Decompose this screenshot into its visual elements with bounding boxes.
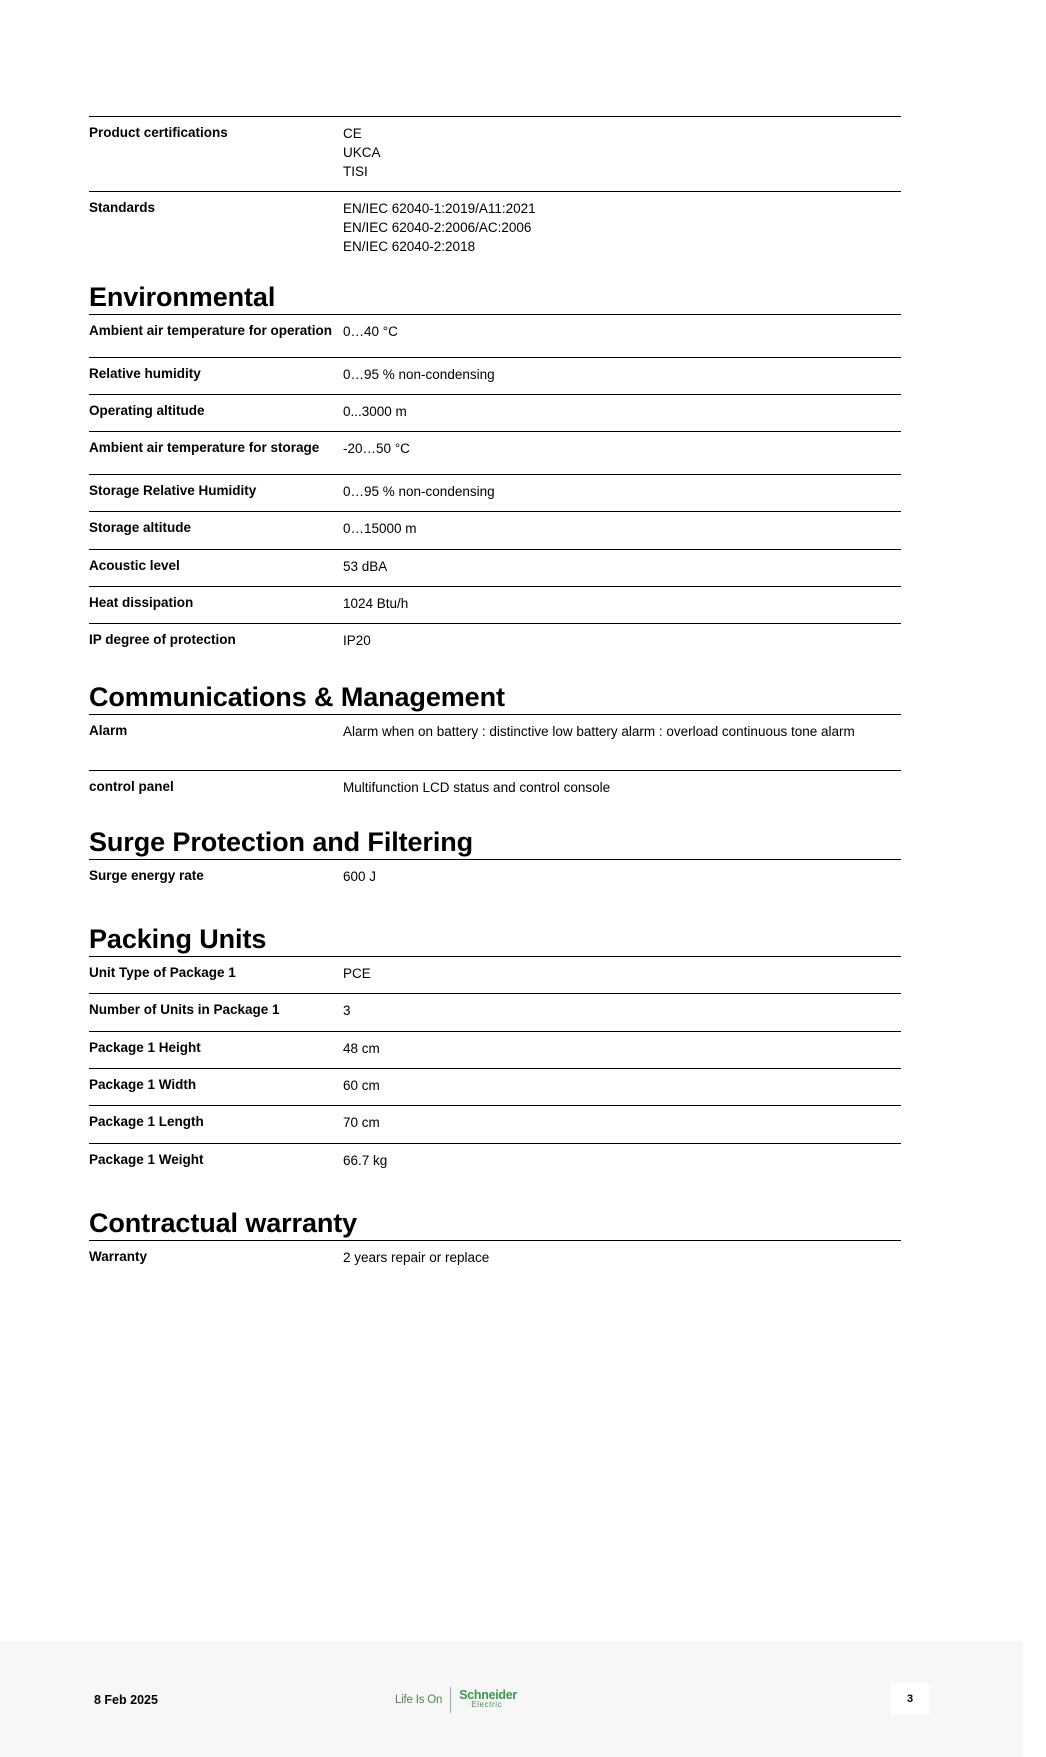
logo-brand-sub: Electric <box>471 1700 503 1709</box>
row-label: Storage altitude <box>89 520 192 535</box>
packing-section <box>89 923 901 1181</box>
table-row <box>89 1069 901 1106</box>
row-label: Number of Units in Package 1 <box>89 1002 280 1017</box>
table-row <box>89 432 901 475</box>
row-label: Warranty <box>89 1249 148 1264</box>
logo-brand-name: Schneider <box>459 1688 517 1702</box>
row-label: Relative humidity <box>89 366 201 381</box>
row-label: Operating altitude <box>89 403 205 418</box>
table-row <box>89 550 901 587</box>
row-value: 600 J <box>343 869 377 884</box>
row-value: 1024 Btu/h <box>343 596 409 611</box>
page-footer <box>0 1641 1023 1757</box>
row-value: -20…50 °C <box>343 441 410 456</box>
table-row <box>89 358 901 395</box>
table-row <box>89 1144 901 1181</box>
row-label: Package 1 Height <box>89 1040 201 1055</box>
page-number: 3 <box>891 1683 929 1715</box>
row-value: Multifunction LCD status and control console <box>343 780 611 795</box>
table-row <box>89 117 901 192</box>
row-label: Storage Relative Humidity <box>89 483 257 498</box>
environmental-section <box>89 281 901 661</box>
row-label: Heat dissipation <box>89 595 194 610</box>
row-value: PCE <box>343 966 371 981</box>
warranty-section <box>89 1207 901 1278</box>
row-label: Acoustic level <box>89 558 180 573</box>
value-line: UKCA <box>343 145 381 160</box>
packing-table <box>89 956 901 1181</box>
value-line: EN/IEC 62040-1:2019/A11:2021 <box>343 201 536 216</box>
value-line: EN/IEC 62040-2:2006/AC:2006 <box>343 220 532 235</box>
surge-section <box>89 826 901 897</box>
table-row <box>89 1241 901 1278</box>
row-value: 3 <box>343 1003 351 1018</box>
logo-divider <box>450 1687 451 1713</box>
row-label: control panel <box>89 779 174 794</box>
logo-brand <box>459 1690 517 1710</box>
row-label: IP degree of protection <box>89 632 236 647</box>
table-row <box>89 395 901 432</box>
row-value: 53 dBA <box>343 559 388 574</box>
communications-table <box>89 714 901 808</box>
page-margin <box>1023 0 1046 1757</box>
row-label: Ambient air temperature for operation <box>89 323 333 338</box>
logo-tagline: Life Is On <box>395 1694 443 1706</box>
table-row <box>89 315 901 358</box>
section-title: Packing Units <box>89 924 267 954</box>
section-title: Contractual warranty <box>89 1208 358 1238</box>
datasheet-content <box>89 116 901 1278</box>
row-value: 48 cm <box>343 1041 380 1056</box>
table-row <box>89 192 901 264</box>
table-row <box>89 715 901 771</box>
row-value <box>339 117 901 191</box>
table-row <box>89 587 901 624</box>
row-value: 2 years repair or replace <box>343 1250 490 1265</box>
row-value <box>339 192 901 264</box>
warranty-table <box>89 1240 901 1278</box>
communications-section <box>89 681 901 808</box>
table-row <box>89 994 901 1032</box>
environmental-table <box>89 314 901 661</box>
section-title: Surge Protection and Filtering <box>89 827 474 857</box>
footer-date: 8 Feb 2025 <box>94 1693 158 1707</box>
table-row <box>89 957 901 994</box>
table-row <box>89 771 901 808</box>
row-label: Surge energy rate <box>89 868 204 883</box>
row-value: 0...3000 m <box>343 404 407 419</box>
row-value: 0…40 °C <box>343 324 398 339</box>
value-line: EN/IEC 62040-2:2018 <box>343 239 476 254</box>
table-row <box>89 512 901 550</box>
row-label: Standards <box>89 200 156 215</box>
table-row <box>89 1106 901 1144</box>
surge-table <box>89 859 901 897</box>
row-value: IP20 <box>343 633 371 648</box>
table-row <box>89 624 901 661</box>
row-label: Package 1 Width <box>89 1077 197 1092</box>
row-label: Package 1 Length <box>89 1114 204 1129</box>
row-value: 70 cm <box>343 1115 380 1130</box>
value-line: TISI <box>343 164 368 179</box>
table-row <box>89 475 901 512</box>
certifications-table <box>89 116 901 264</box>
row-label: Unit Type of Package 1 <box>89 965 236 980</box>
section-title: Communications & Management <box>89 682 505 712</box>
row-value: 0…95 % non-condensing <box>343 484 495 499</box>
row-value: 0…95 % non-condensing <box>343 367 495 382</box>
brand-logo <box>395 1685 517 1715</box>
row-label: Ambient air temperature for storage <box>89 440 320 455</box>
row-value: 60 cm <box>343 1078 380 1093</box>
row-value: 0…15000 m <box>343 521 417 536</box>
row-label: Product certifications <box>89 125 228 140</box>
row-label: Alarm <box>89 723 128 738</box>
table-row <box>89 1032 901 1069</box>
table-row <box>89 860 901 897</box>
row-value: 66.7 kg <box>343 1153 388 1168</box>
row-label: Package 1 Weight <box>89 1152 204 1167</box>
row-value: Alarm when on battery : distinctive low battery alarm : overload continuous tone alarm <box>343 724 855 739</box>
section-title: Environmental <box>89 282 276 312</box>
value-line: CE <box>343 126 362 141</box>
